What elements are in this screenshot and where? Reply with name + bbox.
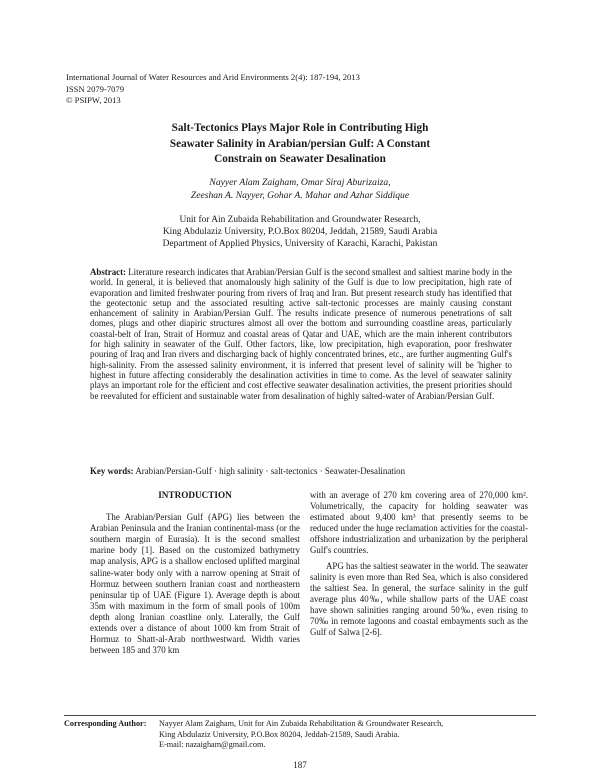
keywords-label: Key words: [90,466,134,476]
authors-line-2: Zeeshan A. Nayyer, Gohar A. Mahar and Azhar Siddique [190,189,410,201]
author-list [80,177,520,202]
corresponding-email: E-mail: nazaigham@gmail.com. [159,740,266,749]
copyright: © PSIPW, 2013 [66,95,121,106]
keywords-text: Arabian/Persian-Gulf · high salinity · salt-tectonics · Seawater-Desalination [135,466,406,476]
title-line-2: Seawater Salinity in Arabian/persian Gulf: A Constant [169,137,431,150]
journal-citation: International Journal of Water Resources and Arid Environments 2(4): 187-194, 2013 [66,72,360,82]
intro-paragraph-1: The Arabian/Persian Gulf (APG) lies between the Arabian Peninsula and the Iranian continental-mass (or the southern margin of Eurasia). It is the second smallest marine body [1]. Based on the customized bathymetry map analysis, APG is a shallow enclosed uplifted marginal saline-water body only with a narrow opening at Strait of Hormuz between southern Iranian coast and northeastern peninsular tip of UAE (Figure 1). Average depth is about 35m with maximum in the form of small pools of 100m depth along Iranian coastline only. Laterally, the Gulf extends over a distance of about 1000 km from Strait of Hormuz to Shatt-al-Arab northwestward. Width varies between 185 and 370 km [90,512,300,656]
corresponding-line-2: King Abdulaziz University, P.O.Box 80204, Jeddah-21589, Saudi Arabia. [159,729,400,739]
right-paragraph-2: APG has the saltiest seawater in the world. The seawater salinity is even more than Red Sea, which is also considered the saltiest Sea. In general, the surface salinity in the gulf average plus 40‰, while shallow parts of the UAE coast have shown salinities ranging around 50‰, even rising to 70‰ in remote lagoons and coastal embayments such as the Gulf of Salwa [2-6]. [310,560,528,638]
title-line-1: Salt-Tectonics Plays Major Role in Contributing High [171,122,429,134]
right-paragraph-1: with an average of 270 km covering area of 270,000 km². Volumetrically, the capacity for holding seawater was estimated about 9,400 km³ that presently seems to be reduced under the huge reclamation activities for the coastal-offshore industrialization and urbanization by the peripheral Gulf's countries. [310,490,528,556]
left-column [90,490,300,660]
corresponding-line-1: Nayyer Alam Zaigham, Unit for Ain Zubaida Rehabilitation & Groundwater Research, [159,719,444,728]
affiliation-line-1: Unit for Ain Zubaida Rehabilitation and Groundwater Research, [179,215,421,225]
right-column [310,490,528,642]
section-heading-introduction: INTRODUCTION [158,490,232,500]
paper-title [100,121,500,168]
keywords [90,466,520,477]
page-number: 187 [293,760,307,770]
journal-header [66,72,360,107]
affiliations [80,214,520,251]
affiliation-line-2: King Abdulaziz University, P.O.Box 80204, Jeddah, 21589, Saudi Arabia [162,227,438,238]
footnote-divider [64,715,536,716]
abstract-text: Literature research indicates that Arabian/Persian Gulf is the second smallest and saltiest marine body in the world. In general, it is believed that anomalously high salinity of the Gulf is due to low precipitation, high rate of evaporation and limited freshwater pouring from rivers of Iraq and Iran. But present research study has identified that the geotectonic setup and the associated resulting active salt-tectonic processes are mainly causing constant enhancement of salinity in Arabian/Persian Gulf. The results indicate presence of numerous penetrations of salt domes, plugs and other diapiric structures almost all over the bottom and surrounding coastline areas, particularly coastal-belt of Iran, Strait of Hormuz and coastal areas of Qatar and UAE, which are the main inherent contributors for high salinity in seawater of the Gulf. Other factors, like, low precipitation, high evaporation, poor freshwater pouring of Iraq and Iran rivers and discharging back of highly concentrated brines, etc., are further augmenting Gulf's high-salinity. From the assessed salinity environment, it is inferred that present level of salinity will be 'higher to highest in future affecting considerably the desalination activities in time to come. As the level of seawater salinity plays an important role for the efficient and cost effective seawater desalination activities, the present priorities should be reevaluted for efficient and sustainable water from desalination of highly salted-water of Arabian/Persian Gulf. [90,267,512,401]
abstract-label: Abstract: [90,267,126,277]
affiliation-line-3: Department of Applied Physics, University of Karachi, Karachi, Pakistan [162,239,438,250]
authors-line-1: Nayyer Alam Zaigham, Omar Siraj Aburizaiza, [209,177,391,188]
corresponding-author [64,719,536,751]
corresponding-author-label: Corresponding Author: [64,719,147,728]
issn: ISSN 2079-7079 [66,83,125,94]
abstract [90,267,512,401]
title-line-3: Constrain on Seawater Desalination [214,153,386,165]
